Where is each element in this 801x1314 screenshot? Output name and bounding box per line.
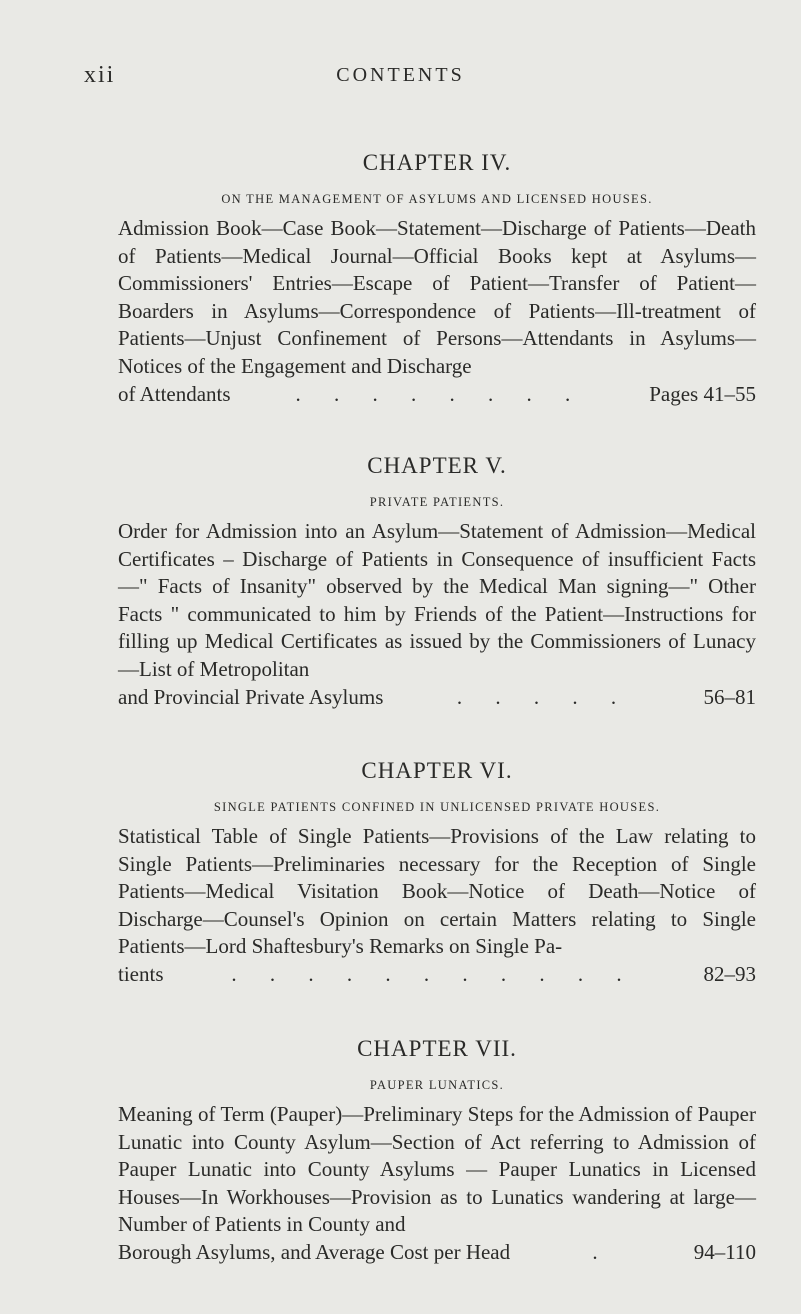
chapter-summary: Order for Admission into an Asylum—Statement of Admission—Medical Certificates – Discharge of Patients in Consequence of insufficient Facts—" Facts of Insanity" observed by the Medical Man signing—" Other Facts " communicated to him by Friends of the Patient—Instructions for filling up Medical Certificates as issued by the Commissioners of Lunacy—List of Metropolitan	[118, 519, 756, 681]
chapter-contents	[118, 518, 756, 711]
chapter-heading: CHAPTER IV.	[362, 150, 512, 175]
chapter-subtitle: SINGLE PATIENTS CONFINED IN UNLICENSED PRIVATE HOUSES.	[213, 800, 661, 814]
chapter-last-line-text: of Attendants	[118, 381, 231, 406]
chapter-iv	[118, 150, 756, 408]
chapter-contents	[118, 1101, 756, 1267]
chapter-last-line	[118, 961, 756, 989]
chapter-last-line	[118, 381, 756, 409]
chapter-heading: CHAPTER VII.	[357, 1036, 517, 1061]
dot-leaders: . . . . . . . . . . .	[231, 961, 636, 986]
dot-leaders: . . . . .	[456, 684, 631, 709]
chapter-subtitle: PRIVATE PATIENTS.	[369, 495, 505, 509]
chapter-summary: Statistical Table of Single Patients—Provisions of the Law relating to Single Patients—Preliminaries necessary for the Reception of Single Patients—Medical Visitation Book—Notice of Death—Notice of Discharge—Counsel's Opinion on certain Matters relating to Single Patients—Lord Shaftesbury's Remarks on Single Pa-	[118, 824, 756, 959]
chapter-subtitle: ON THE MANAGEMENT OF ASYLUMS AND LICENSED HOUSES.	[221, 192, 653, 206]
page-range: 94–110	[693, 1239, 756, 1264]
chapter-summary: Admission Book—Case Book—Statement—Discharge of Patients—Death of Patients—Medical Journal—Official Books kept at Asylums—Commissioners' Entries—Escape of Patient—Transfer of Patient—Boarders in Asylums—Correspondence of Patients—Ill-treatment of Patients—Unjust Confinement of Persons—Attendants in Asylums—Notices of the Engagement and Discharge	[118, 216, 756, 378]
chapter-summary: Meaning of Term (Pauper)—Preliminary Steps for the Admission of Pauper Lunatic into County Asylum—Section of Act referring to Admission of Pauper Lunatic into County Asylums — Pauper Lunatics in Licensed Houses—In Workhouses—Provision as to Lunatics wandering at large—Number of Patients in County and	[118, 1102, 756, 1237]
running-title: CONTENTS	[336, 64, 465, 86]
page-range: 82–93	[703, 961, 756, 986]
chapter-last-line	[118, 684, 756, 712]
chapter-subtitle: PAUPER LUNATICS.	[369, 1078, 505, 1092]
chapter-vi	[118, 758, 756, 989]
chapter-heading: CHAPTER V.	[367, 453, 507, 478]
chapter-last-line-text: Borough Asylums, and Average Cost per Head	[118, 1239, 511, 1264]
chapter-last-line-text: and Provincial Private Asylums	[118, 684, 384, 709]
page-range: 56–81	[703, 684, 756, 709]
chapter-v	[118, 453, 756, 711]
chapter-heading: CHAPTER VI.	[361, 758, 513, 783]
running-head	[0, 62, 801, 92]
dot-leaders: . . . . . . . .	[295, 381, 585, 406]
chapter-last-line	[118, 1239, 756, 1267]
chapter-last-line-text: tients	[118, 961, 164, 986]
page-range: Pages 41–55	[649, 381, 756, 406]
chapter-contents	[118, 823, 756, 989]
chapter-contents	[118, 215, 756, 408]
dot-leaders: .	[592, 1239, 612, 1264]
page-folio: xii	[84, 62, 116, 88]
chapter-vii	[118, 1036, 756, 1267]
